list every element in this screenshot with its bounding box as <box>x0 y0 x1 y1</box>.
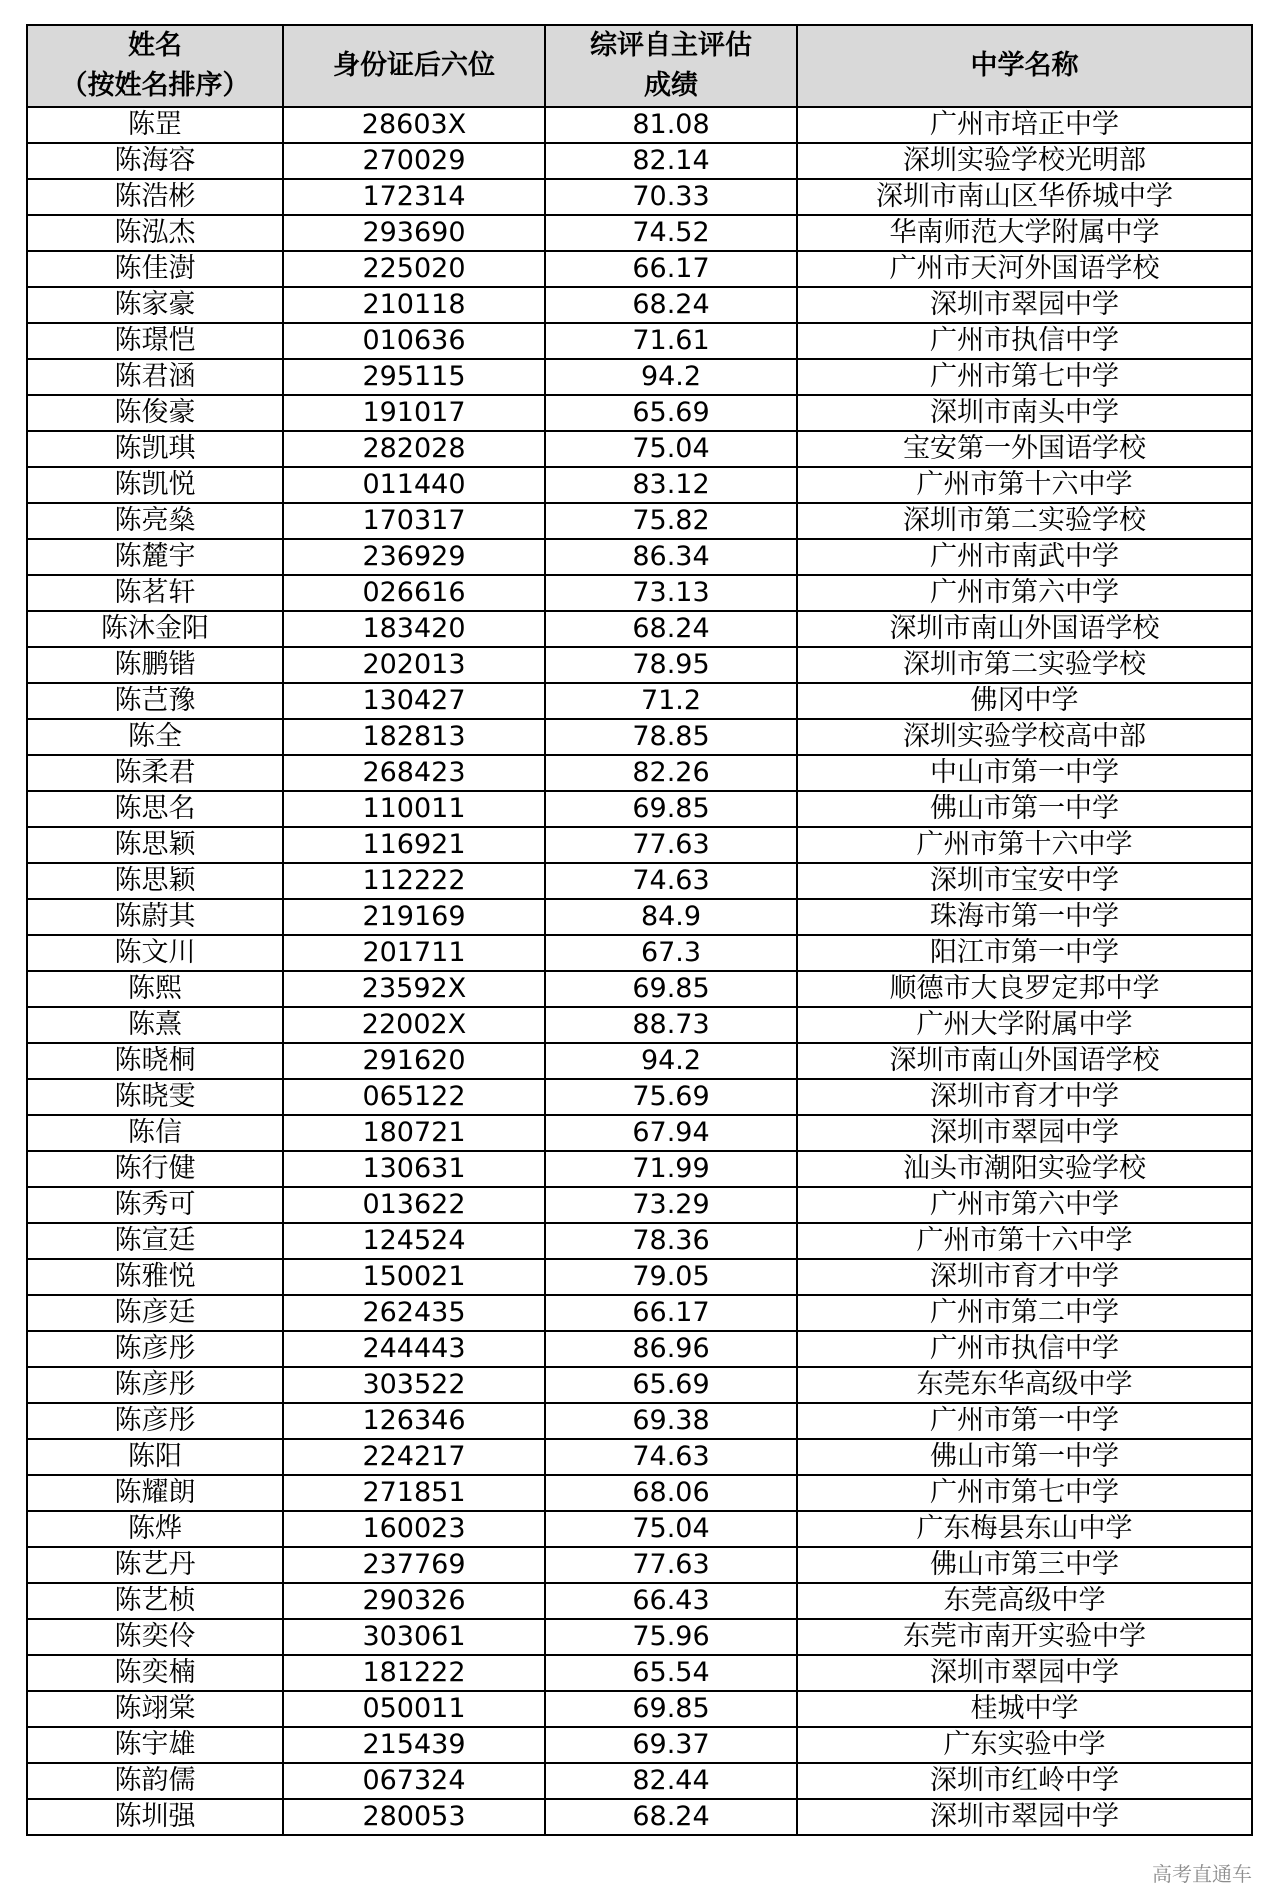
cell-id: 130427 <box>283 683 545 719</box>
cell-name: 陈芑豫 <box>27 683 283 719</box>
cell-score: 69.85 <box>545 1691 797 1727</box>
cell-score: 86.96 <box>545 1331 797 1367</box>
cell-school: 广州市第七中学 <box>797 1475 1252 1511</box>
cell-id: 191017 <box>283 395 545 431</box>
cell-name: 陈沐金阳 <box>27 611 283 647</box>
cell-name: 陈熹 <box>27 1007 283 1043</box>
cell-id: 282028 <box>283 431 545 467</box>
table-row <box>27 1043 1252 1079</box>
cell-name: 陈罡 <box>27 107 283 143</box>
cell-id: 112222 <box>283 863 545 899</box>
cell-school: 深圳市育才中学 <box>797 1079 1252 1115</box>
header-score-line2: 成绩 <box>644 70 698 101</box>
cell-name: 陈翊棠 <box>27 1691 283 1727</box>
table-row <box>27 467 1252 503</box>
cell-score: 75.04 <box>545 1511 797 1547</box>
cell-score: 88.73 <box>545 1007 797 1043</box>
cell-name: 陈君涵 <box>27 359 283 395</box>
cell-name: 陈彦廷 <box>27 1295 283 1331</box>
cell-school: 深圳市南山外国语学校 <box>797 611 1252 647</box>
cell-score: 66.43 <box>545 1583 797 1619</box>
cell-name: 陈圳强 <box>27 1799 283 1835</box>
cell-school: 广东实验中学 <box>797 1727 1252 1763</box>
cell-name: 陈秀可 <box>27 1187 283 1223</box>
cell-school: 广州市第十六中学 <box>797 467 1252 503</box>
cell-id: 262435 <box>283 1295 545 1331</box>
cell-score: 74.52 <box>545 215 797 251</box>
cell-score: 69.85 <box>545 971 797 1007</box>
cell-name: 陈思名 <box>27 791 283 827</box>
cell-score: 75.04 <box>545 431 797 467</box>
cell-name: 陈茗轩 <box>27 575 283 611</box>
table-row <box>27 611 1252 647</box>
cell-school: 佛山市第三中学 <box>797 1547 1252 1583</box>
cell-id: 215439 <box>283 1727 545 1763</box>
cell-school: 珠海市第一中学 <box>797 899 1252 935</box>
cell-name: 陈行健 <box>27 1151 283 1187</box>
cell-id: 182813 <box>283 719 545 755</box>
header-school: 中学名称 <box>797 25 1252 107</box>
cell-name: 陈海容 <box>27 143 283 179</box>
table-row <box>27 1655 1252 1691</box>
cell-id: 224217 <box>283 1439 545 1475</box>
cell-name: 陈佳澍 <box>27 251 283 287</box>
cell-name: 陈晓桐 <box>27 1043 283 1079</box>
table-row <box>27 1511 1252 1547</box>
cell-school: 广州市执信中学 <box>797 323 1252 359</box>
cell-school: 广州市第六中学 <box>797 1187 1252 1223</box>
cell-id: 202013 <box>283 647 545 683</box>
cell-name: 陈信 <box>27 1115 283 1151</box>
cell-score: 94.2 <box>545 1043 797 1079</box>
cell-score: 74.63 <box>545 1439 797 1475</box>
cell-name: 陈晓雯 <box>27 1079 283 1115</box>
cell-name: 陈思颖 <box>27 827 283 863</box>
cell-school: 广州市第一中学 <box>797 1403 1252 1439</box>
table-row <box>27 971 1252 1007</box>
table-row <box>27 287 1252 323</box>
table-row <box>27 179 1252 215</box>
cell-score: 75.82 <box>545 503 797 539</box>
table-row <box>27 575 1252 611</box>
cell-school: 深圳市南头中学 <box>797 395 1252 431</box>
cell-score: 71.99 <box>545 1151 797 1187</box>
cell-school: 东莞东华高级中学 <box>797 1367 1252 1403</box>
watermark: 高考直通车 <box>1152 1862 1252 1886</box>
cell-id: 010636 <box>283 323 545 359</box>
table-row <box>27 1331 1252 1367</box>
cell-name: 陈璟恺 <box>27 323 283 359</box>
table-row <box>27 1259 1252 1295</box>
table-row <box>27 107 1252 143</box>
cell-id: 280053 <box>283 1799 545 1835</box>
cell-name: 陈彦彤 <box>27 1331 283 1367</box>
cell-name: 陈鹏锴 <box>27 647 283 683</box>
cell-id: 290326 <box>283 1583 545 1619</box>
cell-score: 75.69 <box>545 1079 797 1115</box>
cell-school: 桂城中学 <box>797 1691 1252 1727</box>
cell-school: 佛山市第一中学 <box>797 791 1252 827</box>
cell-id: 270029 <box>283 143 545 179</box>
cell-name: 陈雅悦 <box>27 1259 283 1295</box>
table-row <box>27 395 1252 431</box>
table-row <box>27 935 1252 971</box>
table-row <box>27 683 1252 719</box>
cell-name: 陈麓宇 <box>27 539 283 575</box>
cell-id: 22002X <box>283 1007 545 1043</box>
cell-id: 172314 <box>283 179 545 215</box>
table-row <box>27 1547 1252 1583</box>
cell-score: 65.69 <box>545 1367 797 1403</box>
cell-id: 124524 <box>283 1223 545 1259</box>
cell-name: 陈奕伶 <box>27 1619 283 1655</box>
header-name-line2: （按姓名排序） <box>60 70 250 101</box>
cell-school: 广州市第七中学 <box>797 359 1252 395</box>
cell-id: 110011 <box>283 791 545 827</box>
cell-score: 79.05 <box>545 1259 797 1295</box>
table-row <box>27 1799 1252 1835</box>
table-row <box>27 1151 1252 1187</box>
table-row <box>27 1187 1252 1223</box>
cell-name: 陈凯悦 <box>27 467 283 503</box>
table-row <box>27 1295 1252 1331</box>
cell-id: 303522 <box>283 1367 545 1403</box>
table-row <box>27 827 1252 863</box>
cell-score: 67.3 <box>545 935 797 971</box>
cell-school: 广州市天河外国语学校 <box>797 251 1252 287</box>
cell-score: 82.44 <box>545 1763 797 1799</box>
table-row <box>27 899 1252 935</box>
cell-school: 深圳市宝安中学 <box>797 863 1252 899</box>
cell-score: 81.08 <box>545 107 797 143</box>
table-row <box>27 1691 1252 1727</box>
cell-id: 225020 <box>283 251 545 287</box>
cell-school: 东莞市南开实验中学 <box>797 1619 1252 1655</box>
cell-school: 广东梅县东山中学 <box>797 1511 1252 1547</box>
cell-name: 陈全 <box>27 719 283 755</box>
cell-id: 160023 <box>283 1511 545 1547</box>
table-row <box>27 359 1252 395</box>
cell-name: 陈熙 <box>27 971 283 1007</box>
cell-score: 67.94 <box>545 1115 797 1151</box>
cell-id: 210118 <box>283 287 545 323</box>
table-row <box>27 863 1252 899</box>
header-name <box>27 25 283 107</box>
table-row <box>27 323 1252 359</box>
table-row <box>27 1763 1252 1799</box>
cell-score: 69.37 <box>545 1727 797 1763</box>
cell-score: 82.26 <box>545 755 797 791</box>
cell-score: 73.29 <box>545 1187 797 1223</box>
cell-score: 83.12 <box>545 467 797 503</box>
table-row <box>27 215 1252 251</box>
cell-name: 陈韵儒 <box>27 1763 283 1799</box>
cell-name: 陈浩彬 <box>27 179 283 215</box>
cell-score: 74.63 <box>545 863 797 899</box>
cell-id: 116921 <box>283 827 545 863</box>
cell-name: 陈俊豪 <box>27 395 283 431</box>
cell-school: 广州市第六中学 <box>797 575 1252 611</box>
cell-id: 011440 <box>283 467 545 503</box>
cell-score: 71.61 <box>545 323 797 359</box>
cell-id: 28603X <box>283 107 545 143</box>
student-score-table <box>26 24 1253 1836</box>
cell-score: 70.33 <box>545 179 797 215</box>
cell-id: 244443 <box>283 1331 545 1367</box>
cell-school: 佛冈中学 <box>797 683 1252 719</box>
cell-school: 东莞高级中学 <box>797 1583 1252 1619</box>
cell-school: 深圳市翠园中学 <box>797 287 1252 323</box>
cell-name: 陈文川 <box>27 935 283 971</box>
table-row <box>27 1439 1252 1475</box>
cell-id: 293690 <box>283 215 545 251</box>
cell-school: 顺德市大良罗定邦中学 <box>797 971 1252 1007</box>
cell-score: 68.24 <box>545 611 797 647</box>
cell-id: 150021 <box>283 1259 545 1295</box>
cell-school: 深圳市翠园中学 <box>797 1655 1252 1691</box>
cell-score: 68.06 <box>545 1475 797 1511</box>
cell-id: 180721 <box>283 1115 545 1151</box>
table-row <box>27 1115 1252 1151</box>
cell-name: 陈凯琪 <box>27 431 283 467</box>
cell-school: 佛山市第一中学 <box>797 1439 1252 1475</box>
cell-name: 陈家豪 <box>27 287 283 323</box>
cell-score: 77.63 <box>545 827 797 863</box>
table-row <box>27 719 1252 755</box>
cell-school: 深圳市翠园中学 <box>797 1799 1252 1835</box>
cell-school: 深圳市红岭中学 <box>797 1763 1252 1799</box>
cell-score: 78.36 <box>545 1223 797 1259</box>
table-row <box>27 503 1252 539</box>
cell-id: 237769 <box>283 1547 545 1583</box>
table-row <box>27 1727 1252 1763</box>
cell-name: 陈亮燊 <box>27 503 283 539</box>
cell-id: 291620 <box>283 1043 545 1079</box>
table-row <box>27 1223 1252 1259</box>
table-body <box>27 107 1252 1835</box>
cell-name: 陈思颖 <box>27 863 283 899</box>
cell-school: 深圳实验学校高中部 <box>797 719 1252 755</box>
cell-score: 75.96 <box>545 1619 797 1655</box>
table-row <box>27 539 1252 575</box>
table-row <box>27 1079 1252 1115</box>
header-score <box>545 25 797 107</box>
table-row <box>27 431 1252 467</box>
cell-id: 050011 <box>283 1691 545 1727</box>
cell-score: 69.85 <box>545 791 797 827</box>
header-name-line1: 姓名 <box>128 30 182 61</box>
cell-name: 陈蔚其 <box>27 899 283 935</box>
cell-score: 68.24 <box>545 287 797 323</box>
cell-name: 陈宣廷 <box>27 1223 283 1259</box>
cell-name: 陈烨 <box>27 1511 283 1547</box>
cell-school: 中山市第一中学 <box>797 755 1252 791</box>
cell-id: 295115 <box>283 359 545 395</box>
cell-score: 73.13 <box>545 575 797 611</box>
cell-name: 陈彦彤 <box>27 1403 283 1439</box>
cell-id: 067324 <box>283 1763 545 1799</box>
cell-school: 深圳市第二实验学校 <box>797 503 1252 539</box>
table-row <box>27 1619 1252 1655</box>
cell-school: 汕头市潮阳实验学校 <box>797 1151 1252 1187</box>
cell-id: 236929 <box>283 539 545 575</box>
cell-id: 303061 <box>283 1619 545 1655</box>
cell-id: 201711 <box>283 935 545 971</box>
cell-name: 陈柔君 <box>27 755 283 791</box>
cell-id: 23592X <box>283 971 545 1007</box>
table-row <box>27 1007 1252 1043</box>
cell-school: 深圳市第二实验学校 <box>797 647 1252 683</box>
cell-score: 69.38 <box>545 1403 797 1439</box>
cell-id: 181222 <box>283 1655 545 1691</box>
cell-school: 深圳市翠园中学 <box>797 1115 1252 1151</box>
cell-school: 广州市执信中学 <box>797 1331 1252 1367</box>
cell-school: 宝安第一外国语学校 <box>797 431 1252 467</box>
cell-name: 陈阳 <box>27 1439 283 1475</box>
table-row <box>27 1583 1252 1619</box>
cell-school: 深圳市育才中学 <box>797 1259 1252 1295</box>
cell-name: 陈奕楠 <box>27 1655 283 1691</box>
cell-school: 深圳市南山外国语学校 <box>797 1043 1252 1079</box>
table-row <box>27 143 1252 179</box>
cell-id: 183420 <box>283 611 545 647</box>
cell-school: 广州大学附属中学 <box>797 1007 1252 1043</box>
cell-school: 阳江市第一中学 <box>797 935 1252 971</box>
header-id: 身份证后六位 <box>283 25 545 107</box>
cell-name: 陈泓杰 <box>27 215 283 251</box>
cell-score: 86.34 <box>545 539 797 575</box>
cell-id: 130631 <box>283 1151 545 1187</box>
table-row <box>27 647 1252 683</box>
cell-school: 广州市第二中学 <box>797 1295 1252 1331</box>
cell-id: 065122 <box>283 1079 545 1115</box>
cell-score: 84.9 <box>545 899 797 935</box>
cell-id: 219169 <box>283 899 545 935</box>
cell-score: 66.17 <box>545 1295 797 1331</box>
cell-score: 65.54 <box>545 1655 797 1691</box>
cell-name: 陈彦彤 <box>27 1367 283 1403</box>
cell-id: 026616 <box>283 575 545 611</box>
cell-school: 广州市南武中学 <box>797 539 1252 575</box>
cell-score: 68.24 <box>545 1799 797 1835</box>
cell-id: 268423 <box>283 755 545 791</box>
cell-name: 陈艺桢 <box>27 1583 283 1619</box>
cell-id: 271851 <box>283 1475 545 1511</box>
cell-school: 深圳市南山区华侨城中学 <box>797 179 1252 215</box>
cell-score: 94.2 <box>545 359 797 395</box>
cell-score: 71.2 <box>545 683 797 719</box>
cell-school: 广州市第十六中学 <box>797 827 1252 863</box>
cell-name: 陈艺丹 <box>27 1547 283 1583</box>
cell-school: 广州市培正中学 <box>797 107 1252 143</box>
cell-school: 深圳实验学校光明部 <box>797 143 1252 179</box>
table-row <box>27 1367 1252 1403</box>
cell-id: 170317 <box>283 503 545 539</box>
cell-id: 013622 <box>283 1187 545 1223</box>
table-row <box>27 791 1252 827</box>
cell-score: 82.14 <box>545 143 797 179</box>
table-row <box>27 251 1252 287</box>
cell-school: 广州市第十六中学 <box>797 1223 1252 1259</box>
cell-score: 78.85 <box>545 719 797 755</box>
table-row <box>27 1403 1252 1439</box>
cell-school: 华南师范大学附属中学 <box>797 215 1252 251</box>
cell-name: 陈耀朗 <box>27 1475 283 1511</box>
header-score-line1: 综评自主评估 <box>590 30 752 61</box>
cell-score: 66.17 <box>545 251 797 287</box>
cell-name: 陈宇雄 <box>27 1727 283 1763</box>
table-header-row <box>27 25 1252 107</box>
cell-id: 126346 <box>283 1403 545 1439</box>
cell-score: 77.63 <box>545 1547 797 1583</box>
table-row <box>27 1475 1252 1511</box>
cell-score: 65.69 <box>545 395 797 431</box>
cell-score: 78.95 <box>545 647 797 683</box>
table-row <box>27 755 1252 791</box>
